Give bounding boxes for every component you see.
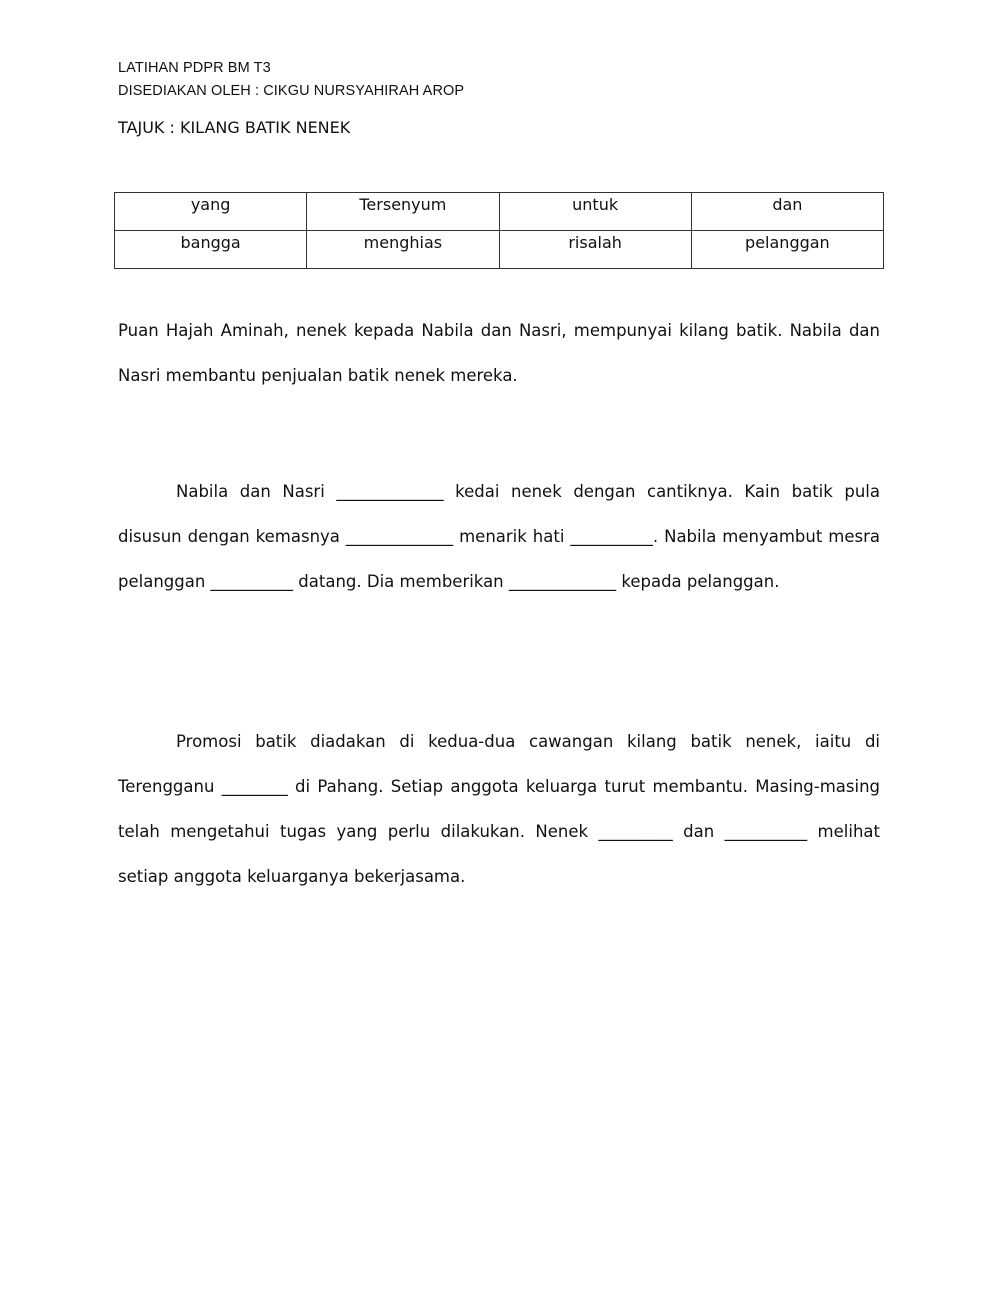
word-bank-table: [114, 192, 884, 269]
intro-paragraph: Puan Hajah Aminah, nenek kepada Nabila dan Nasri, mempunyai kilang batik. Nabila dan Nasri membantu penjualan batik nenek mereka.: [118, 321, 880, 385]
fill-blank-paragraph-1: Nabila dan Nasri _____________ kedai nenek dengan cantiknya. Kain batik pula disusun dengan kemasnya _____________ menarik hati __________. Nabila menyambut mesra pelanggan __________ datang. Dia memberikan _____________ kepada pelanggan.: [118, 482, 880, 591]
word-bank-cell: menghias: [307, 231, 499, 269]
header-title: LATIHAN PDPR BM T3: [118, 60, 271, 76]
word-bank-cell: dan: [691, 193, 883, 231]
fill-blank-paragraph-2: Promosi batik diadakan di kedua-dua cawangan kilang batik nenek, iaitu di Terengganu ________ di Pahang. Setiap anggota keluarga turut membantu. Masing-masing telah mengetahui tugas yang perlu dilakukan. Nenek _________ dan __________ melihat setiap anggota keluarganya bekerjasama.: [118, 732, 880, 886]
word-bank-row: [115, 231, 884, 269]
word-bank-row: [115, 193, 884, 231]
topic-title: TAJUK : KILANG BATIK NENEK: [118, 118, 351, 137]
word-bank-cell: yang: [115, 193, 307, 231]
word-bank-cell: pelanggan: [691, 231, 883, 269]
word-bank-cell: risalah: [499, 231, 691, 269]
word-bank-cell: untuk: [499, 193, 691, 231]
word-bank-cell: Tersenyum: [307, 193, 499, 231]
word-bank-cell: bangga: [115, 231, 307, 269]
header-author: DISEDIAKAN OLEH : CIKGU NURSYAHIRAH AROP: [118, 83, 465, 99]
